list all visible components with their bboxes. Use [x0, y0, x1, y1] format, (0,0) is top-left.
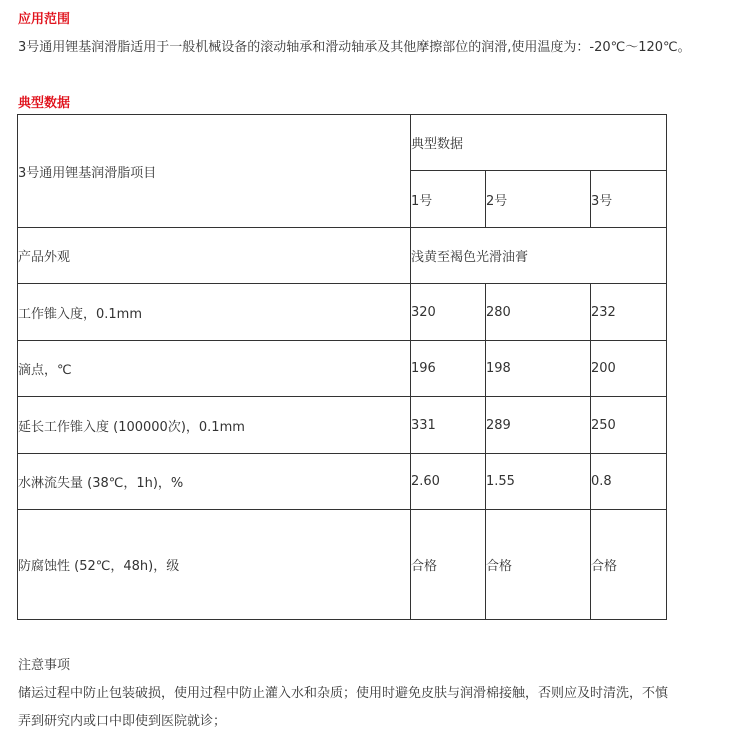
value-cell — [411, 454, 486, 510]
cell-value: 320 — [411, 304, 436, 320]
cell-value: 合格 — [411, 559, 438, 574]
value-cell — [411, 284, 486, 341]
value-cell — [591, 454, 667, 510]
cell-value: 合格 — [591, 559, 618, 574]
cell-value: 合格 — [486, 559, 513, 574]
cell-value: 289 — [486, 417, 511, 433]
row-label-cell — [18, 510, 411, 620]
row-label: 延长工作锥入度 (100000次)，0.1mm — [18, 419, 245, 435]
cell-value: 200 — [591, 361, 616, 376]
grade-cell-1 — [411, 171, 486, 228]
grade-label: 2号 — [486, 193, 508, 209]
item-header-label: 3号通用锂基润滑脂项目 — [18, 165, 157, 181]
grade-cell-3 — [591, 171, 667, 228]
value-cell — [486, 510, 591, 620]
table-row — [18, 284, 667, 341]
cell-value: 0.8 — [591, 474, 612, 489]
table-header-row — [18, 115, 667, 171]
notes-heading: 注意事项 — [18, 658, 71, 673]
typical-data-heading: 典型数据 — [18, 96, 71, 111]
typical-data-table — [17, 114, 667, 620]
appearance-value-cell — [411, 228, 667, 284]
value-cell — [486, 341, 591, 397]
row-label: 水淋流失量 (38℃，1h)，% — [18, 476, 184, 491]
table-row — [18, 397, 667, 454]
application-heading: 应用范围 — [18, 12, 71, 27]
row-label: 滴点，℃ — [18, 363, 72, 378]
row-label: 工作锥入度，0.1mm — [18, 306, 143, 322]
cell-value: 280 — [486, 304, 511, 320]
appearance-value: 浅黄至褐色光滑油膏 — [411, 250, 529, 265]
row-label-cell — [18, 284, 411, 341]
value-cell — [486, 397, 591, 454]
value-cell — [591, 397, 667, 454]
notes-line-2: 弄到研究内或口中即使到医院就诊； — [18, 714, 227, 729]
grade-label: 1号 — [411, 193, 433, 209]
appearance-label: 产品外观 — [18, 250, 71, 265]
table-row — [18, 228, 667, 284]
cell-value: 331 — [411, 417, 436, 433]
value-cell — [411, 510, 486, 620]
cell-value: 198 — [486, 361, 511, 376]
row-label-cell — [18, 228, 411, 284]
table-row — [18, 454, 667, 510]
value-cell — [486, 454, 591, 510]
application-text: 3号通用锂基润滑脂适用于一般机械设备的滚动轴承和滑动轴承及其他摩擦部位的润滑,使用温度为：-20℃～120℃。 — [18, 40, 691, 55]
table-row — [18, 341, 667, 397]
row-label-cell — [18, 341, 411, 397]
value-cell — [591, 284, 667, 341]
item-header-cell — [18, 115, 411, 228]
cell-value: 232 — [591, 304, 616, 320]
cell-value: 250 — [591, 417, 616, 433]
data-header-cell — [411, 115, 667, 171]
data-header-label: 典型数据 — [411, 137, 464, 152]
value-cell — [591, 341, 667, 397]
value-cell — [486, 284, 591, 341]
cell-value: 2.60 — [411, 474, 440, 489]
row-label: 防腐蚀性 (52℃，48h)，级 — [18, 559, 180, 574]
notes-line-1: 储运过程中防止包装破损，使用过程中防止灌入水和杂质；使用时避免皮肤与润滑棉接触，否则应及时清洗，不慎 — [18, 686, 669, 701]
value-cell — [411, 397, 486, 454]
grade-cell-2 — [486, 171, 591, 228]
table-row — [18, 510, 667, 620]
value-cell — [591, 510, 667, 620]
row-label-cell — [18, 397, 411, 454]
cell-value: 1.55 — [486, 474, 515, 489]
grade-label: 3号 — [591, 193, 613, 209]
row-label-cell — [18, 454, 411, 510]
value-cell — [411, 341, 486, 397]
cell-value: 196 — [411, 361, 436, 376]
